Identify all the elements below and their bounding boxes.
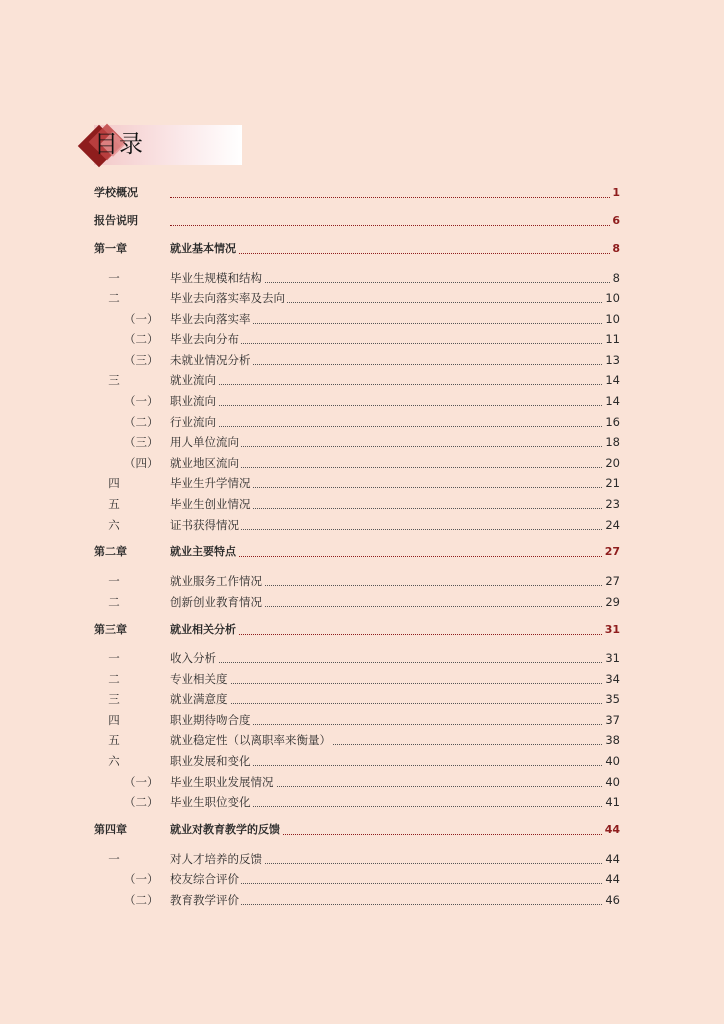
dot-leader <box>170 683 618 684</box>
toc-entry-page: 21 <box>605 476 620 490</box>
toc-entry[interactable] <box>0 891 724 909</box>
toc-entry-page: 34 <box>605 672 620 686</box>
toc-entry[interactable] <box>0 184 724 202</box>
toc-entry-number: 一 <box>108 651 120 665</box>
toc-entry-title: 毕业生职业发展情况 <box>170 775 274 789</box>
toc-entry-title: 就业基本情况 <box>170 240 238 258</box>
toc-entry[interactable] <box>0 454 724 472</box>
toc-entry-page: 31 <box>605 651 620 665</box>
dot-leader <box>170 662 618 663</box>
page-title: 目录 <box>94 130 144 158</box>
toc-entry-number: 一 <box>108 574 120 588</box>
toc-entry-title: 就业主要特点 <box>170 543 238 561</box>
toc-entry[interactable] <box>0 413 724 431</box>
toc-entry-title: 就业对教育教学的反馈 <box>170 821 282 839</box>
toc-entry-number: （三） <box>124 435 159 449</box>
toc-entry-title: 职业发展和变化 <box>170 754 251 768</box>
toc-entry[interactable] <box>0 240 724 258</box>
toc-entry[interactable] <box>0 621 724 639</box>
toc-entry[interactable] <box>0 731 724 749</box>
toc-entry-page: 8 <box>610 240 620 258</box>
toc-entry-number: 六 <box>108 518 120 532</box>
toc-entry-number: 二 <box>108 672 120 686</box>
toc-entry-number: 五 <box>108 733 120 747</box>
toc-entry-title: 毕业生职位变化 <box>170 795 251 809</box>
toc-entry[interactable] <box>0 516 724 534</box>
toc-entry-number: 第三章 <box>94 623 127 636</box>
toc-entry-title: 就业服务工作情况 <box>170 574 262 588</box>
toc-entry-title: 就业稳定性（以离职率来衡量） <box>170 733 331 747</box>
toc-entry-number: 二 <box>108 595 120 609</box>
toc-entry[interactable] <box>0 543 724 561</box>
toc-entry[interactable] <box>0 711 724 729</box>
toc-entry-title: 职业期待吻合度 <box>170 713 251 727</box>
toc-entry-page: 14 <box>605 373 620 387</box>
toc-entry-page: 35 <box>605 692 620 706</box>
toc-entry-title: 收入分析 <box>170 651 216 665</box>
toc-entry-page: 27 <box>605 574 620 588</box>
toc-entry-title: 就业相关分析 <box>170 621 238 639</box>
toc-entry-number: （二） <box>124 893 159 907</box>
toc-entry-title: 毕业生规模和结构 <box>170 271 262 285</box>
toc-entry-title: 未就业情况分析 <box>170 353 251 367</box>
toc-entry-title: 专业相关度 <box>170 672 228 686</box>
toc-entry-number: （二） <box>124 332 159 346</box>
toc-entry-page: 38 <box>605 733 620 747</box>
toc-entry-title: 就业流向 <box>170 373 216 387</box>
toc-entry[interactable] <box>0 351 724 369</box>
toc-entry-number: （四） <box>124 456 159 470</box>
toc-entry-page: 46 <box>605 893 620 907</box>
toc-entry[interactable] <box>0 269 724 287</box>
toc-entry[interactable] <box>0 212 724 230</box>
toc-entry[interactable] <box>0 495 724 513</box>
toc-entry-page: 20 <box>605 456 620 470</box>
toc-entry[interactable] <box>0 793 724 811</box>
toc-entry-title: 行业流向 <box>170 415 216 429</box>
toc-entry-page: 44 <box>605 872 620 886</box>
toc-entry-title: 创新创业教育情况 <box>170 595 262 609</box>
dot-leader <box>170 384 618 385</box>
toc-entry[interactable] <box>0 649 724 667</box>
toc-entry-page: 18 <box>605 435 620 449</box>
dot-leader <box>170 197 618 198</box>
toc-entry[interactable] <box>0 870 724 888</box>
toc-entry-title: 就业满意度 <box>170 692 228 706</box>
toc-entry-title: 校友综合评价 <box>170 872 239 886</box>
toc-entry-number: 二 <box>108 291 120 305</box>
toc-entry-number: 学校概况 <box>94 186 138 199</box>
toc-entry[interactable] <box>0 690 724 708</box>
toc-entry-title: 职业流向 <box>170 394 216 408</box>
toc-entry-number: 三 <box>108 373 120 387</box>
toc-entry[interactable] <box>0 433 724 451</box>
toc-entry-page: 16 <box>605 415 620 429</box>
toc-entry-title: 毕业生升学情况 <box>170 476 251 490</box>
toc-entry[interactable] <box>0 392 724 410</box>
dot-leader <box>170 703 618 704</box>
toc-entry-number: （一） <box>124 872 159 886</box>
toc-entry-page: 11 <box>605 332 620 346</box>
toc-entry[interactable] <box>0 474 724 492</box>
toc-entry-title: 就业地区流向 <box>170 456 239 470</box>
toc-entry-page: 41 <box>605 795 620 809</box>
toc-entry-title: 用人单位流向 <box>170 435 239 449</box>
toc-entry-number: （二） <box>124 795 159 809</box>
toc-entry[interactable] <box>0 821 724 839</box>
toc-entry-number: （一） <box>124 312 159 326</box>
toc-entry-title: 毕业去向落实率及去向 <box>170 291 285 305</box>
toc-entry-page: 29 <box>605 595 620 609</box>
toc-entry[interactable] <box>0 572 724 590</box>
toc-entry-page: 44 <box>603 821 620 839</box>
toc-entry-page: 14 <box>605 394 620 408</box>
dot-leader <box>170 426 618 427</box>
toc-entry-page: 10 <box>605 312 620 326</box>
toc-entry[interactable] <box>0 371 724 389</box>
toc-entry-page: 31 <box>603 621 620 639</box>
toc-entry-number: （一） <box>124 775 159 789</box>
toc-entry-number: 第一章 <box>94 242 127 255</box>
toc-entry[interactable] <box>0 752 724 770</box>
toc-entry-number: （一） <box>124 394 159 408</box>
dot-leader <box>170 405 618 406</box>
toc-entry[interactable] <box>0 330 724 348</box>
toc-entry-page: 6 <box>610 212 620 230</box>
toc-entry-number: 第二章 <box>94 545 127 558</box>
toc-entry-title: 对人才培养的反馈 <box>170 852 262 866</box>
toc-entry-title: 毕业生创业情况 <box>170 497 251 511</box>
toc-entry[interactable] <box>0 773 724 791</box>
toc-entry-title: 毕业去向落实率 <box>170 312 251 326</box>
toc-entry-page: 1 <box>610 184 620 202</box>
toc-entry[interactable] <box>0 593 724 611</box>
toc-entry-page: 37 <box>605 713 620 727</box>
dot-leader <box>170 225 618 226</box>
toc-entry-number: 六 <box>108 754 120 768</box>
toc-entry-page: 40 <box>605 775 620 789</box>
toc-entry-number: （三） <box>124 353 159 367</box>
toc-entry[interactable] <box>0 289 724 307</box>
toc-entry-number: 四 <box>108 713 120 727</box>
toc-entry-number: 四 <box>108 476 120 490</box>
toc-entry[interactable] <box>0 310 724 328</box>
toc-entry-title: 证书获得情况 <box>170 518 239 532</box>
toc-entry-number: 一 <box>108 852 120 866</box>
toc-entry-page: 23 <box>605 497 620 511</box>
toc-entry-page: 24 <box>605 518 620 532</box>
toc-entry-title: 教育教学评价 <box>170 893 239 907</box>
toc-entry-number: 一 <box>108 271 120 285</box>
toc-entry-number: 五 <box>108 497 120 511</box>
toc-entry-number: 报告说明 <box>94 214 138 227</box>
toc-entry-page: 40 <box>605 754 620 768</box>
toc-header <box>80 118 245 170</box>
toc-entry-page: 27 <box>603 543 620 561</box>
toc-entry-page: 44 <box>605 852 620 866</box>
toc-entry-page: 13 <box>605 353 620 367</box>
toc-entry[interactable] <box>0 670 724 688</box>
toc-entry-number: 三 <box>108 692 120 706</box>
toc-entry-page: 10 <box>605 291 620 305</box>
toc-entry-title: 毕业去向分布 <box>170 332 239 346</box>
toc-entry-page: 8 <box>612 271 620 285</box>
toc-entry-number: 第四章 <box>94 823 127 836</box>
toc-entry[interactable] <box>0 850 724 868</box>
toc-entry-number: （二） <box>124 415 159 429</box>
